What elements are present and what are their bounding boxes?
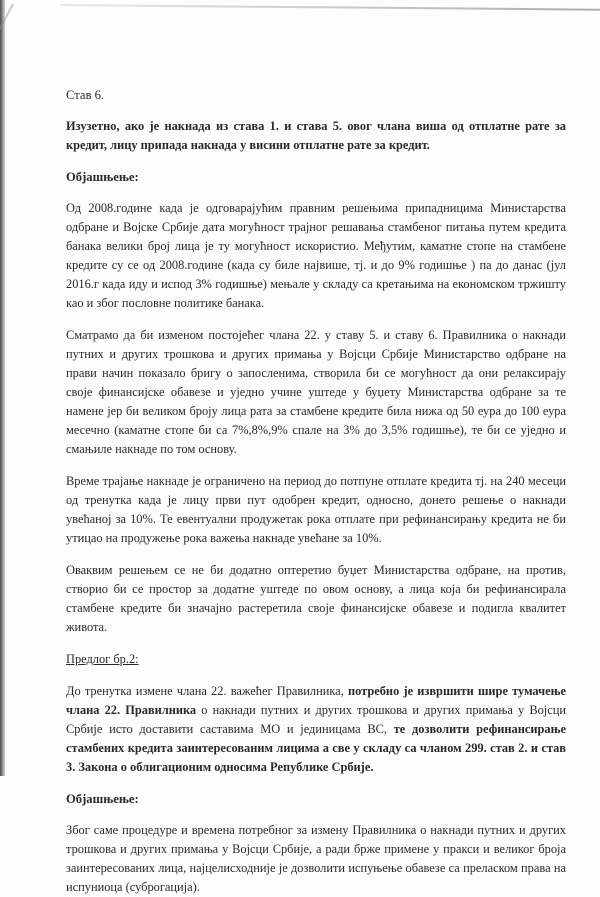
explanation-heading-2: Објашњење: bbox=[66, 792, 139, 806]
stav6-text: Изузетно, ако је накнада из става 1. и става 5. овог члана виша од отплатне рате за кредит, лицу припада накнада у висини отплатне рате за кредит. bbox=[66, 119, 566, 152]
proposal-2-run-2: потребно је извршити шире тумачење члана 22. Правилника bbox=[66, 684, 566, 717]
explanation-paragraph-3: Време трајање накнаде је ограничено на период до потпуне отплате кредита тј. на 240 месеци од тренутка када је лицу први пут одобрен кредит, односно, донето решење о накнади увећаној за 10%. Те евентуални продужетак рока отплате при рефинансирању кредита не би утицао на продужење рока важења накнаде увећане за 10%. bbox=[66, 474, 566, 545]
section-heading-stav6: Став 6. bbox=[66, 88, 105, 102]
explanation-paragraph-2: Сматрамо да би изменом постојећег члана 22. у ставу 5. и ставу 6. Правилника о накнади путних и других трошкова и других примања у Војсци Србије Министарство одбране на прави начин показало бригу о запосленима, створила би се могућност да они релаксирају своје финансијске обавезе и уједно учине уштеде у буџету Министарства одбране за те намене јер би великом броју лица рата за стамбене кредите била нижа од 50 еура до 100 еура месечно (каматне стопе би са 7%,8%,9% спале на 3% до 3,5% годишње), те би се уједно и смањиле накнаде по том основу. bbox=[66, 328, 566, 456]
document-page bbox=[66, 86, 566, 897]
proposal-2-run-3: о накнади путних и других трошкова и других примања у Војсци Србије исто доставити саставима МО и јединицама ВС, bbox=[66, 703, 566, 736]
scan-edge-shadow bbox=[0, 0, 5, 776]
scan-top-edge bbox=[60, 4, 600, 11]
explanation-paragraph-1: Од 2008.године када је одговарајућим правним решењима припадницима Министарства одбране и Војске Србије дата могућност трајног решавања стамбеног питања путем кредита банака велики број лица је ту могућност искористио. Међутим, каматне стопе на стамбене кредите су се од 2008.године (када су биле највише, тј. и до 9% годишње ) па до данас (јул 2016.г када иду и испод 3% годишње) мењале у складу са кретањима на економском тржишту као и због пословне политике банака. bbox=[66, 201, 566, 310]
proposal-2-text bbox=[66, 682, 566, 777]
explanation-paragraph-4: Оваквим решењем се не би додатно оптеретио буџет Министарства одбране, на против, створио би се простор за додатне уштеде по овом основу, а лица која би рефинансирала стамбене кредите би значајно растеретила своје финансијске обавезе и подигла квалитет живота. bbox=[66, 563, 566, 634]
explanation-2-paragraph: Због саме процедуре и времена потребног за измену Правилника о накнади путних и других трошкова и других примања у Војсци Србије, а ради брже примене у пракси и великог броја заинтересованих лица, најцелисходније је дозволити испуњење обавезе са преласком права на испуниоца (суброгација). bbox=[66, 823, 566, 894]
explanation-heading-1: Објашњење: bbox=[66, 170, 139, 184]
proposal-2-run-4: те дозволити рефинансирање стамбених кредита заинтересованим лицима а све у складу са чланом 299. став 2. и став 3. Закона о облигационим односима Републике Србије. bbox=[66, 722, 566, 774]
proposal-2-run-1: До тренутка измене члана 22. важећег Правилника, bbox=[66, 684, 348, 698]
proposal-2-heading: Предлог бр.2: bbox=[66, 652, 139, 666]
